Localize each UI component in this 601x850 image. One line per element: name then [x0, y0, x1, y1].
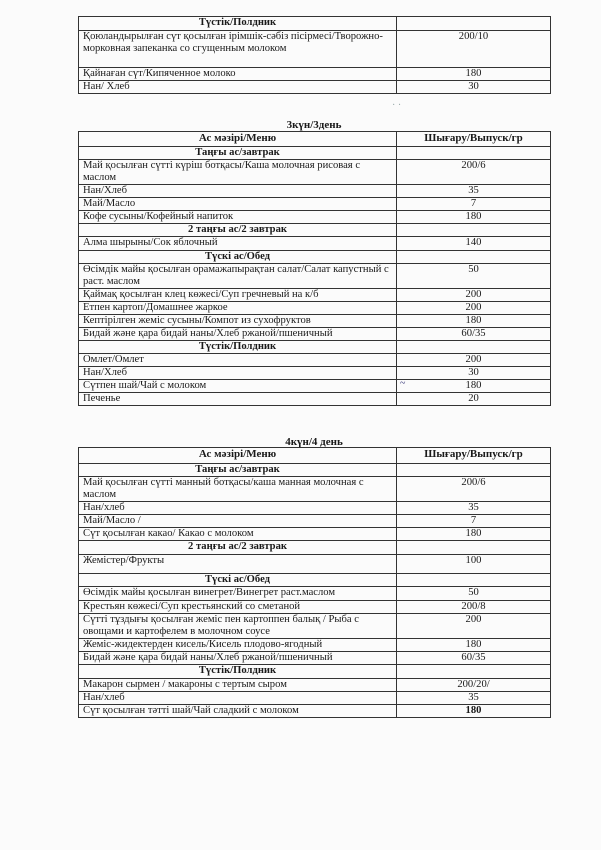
dish-name: Қоюландырылған сүт қосылған ірімшік-сәбіз пісірмесі/Творожно-морковная запеканка со сгущенным молоком: [79, 31, 397, 68]
menu-table-previous-day: [78, 16, 551, 94]
yield-value: 200: [397, 289, 551, 302]
table-row: [79, 614, 551, 639]
dish-name: Крестьян көжесі/Суп крестьянский со сметаной: [79, 601, 397, 614]
section-row: [79, 17, 551, 31]
section-row: [79, 665, 551, 679]
table-row: [79, 652, 551, 665]
yield-value: 200/10: [397, 31, 551, 68]
yield-value: 60/35: [397, 652, 551, 665]
yield-value: 200/20/: [397, 679, 551, 692]
dish-name: Сүт қосылған тәтті шай/Чай сладкий с молоком: [79, 705, 397, 718]
table-row: [79, 289, 551, 302]
yield-value: [397, 341, 551, 354]
yield-value: 180: [397, 705, 551, 718]
table-row: [79, 393, 551, 406]
yield-value: 35: [397, 185, 551, 198]
day4-title: 4күн/4 день: [285, 436, 343, 448]
table-row: [79, 68, 551, 81]
yield-value: 7: [397, 198, 551, 211]
dish-name: Нан/ Хлеб: [79, 81, 397, 94]
dish-name: Қаймақ қосылған клец көжесі/Суп гречневый на к/б: [79, 289, 397, 302]
dish-name: Май қосылған сүтті манный ботқасы/каша манная молочная с маслом: [79, 477, 397, 502]
table-row: [79, 515, 551, 528]
section-title: Түстік/Полдник: [79, 665, 397, 679]
dish-name: Нан/Хлеб: [79, 367, 397, 380]
section-title: 2 таңғы ас/2 завтрак: [79, 224, 397, 237]
table-row: [79, 601, 551, 614]
table-row: [79, 211, 551, 224]
table-row: [79, 328, 551, 341]
yield-value: 180: [397, 315, 551, 328]
table-row: [79, 315, 551, 328]
yield-value: 50: [397, 264, 551, 289]
dish-name: Қайнаған сүт/Кипяченное молоко: [79, 68, 397, 81]
section-row: [79, 251, 551, 264]
dish-name: Май/Масло: [79, 198, 397, 211]
section-title: Түскі ас/Обед: [79, 574, 397, 587]
dish-name: Кофе сусыны/Кофейный напиток: [79, 211, 397, 224]
table-row: [79, 679, 551, 692]
section-row: [79, 341, 551, 354]
yield-value: [397, 17, 551, 31]
table-row: [79, 477, 551, 502]
dish-name: Нан/хлеб: [79, 692, 397, 705]
menu-table-day3: [78, 131, 551, 406]
table-row: [79, 81, 551, 94]
dish-name: Нан/Хлеб: [79, 185, 397, 198]
yield-value: 180: [397, 211, 551, 224]
yield-value: 200/8: [397, 601, 551, 614]
table-row: [79, 380, 551, 393]
yield-value: [397, 665, 551, 679]
header-yield: Шығару/Выпуск/гр: [397, 448, 551, 464]
yield-value: 35: [397, 502, 551, 515]
day3-title: 3күн/3день: [286, 119, 342, 131]
header-menu: Ас мәзірі/Меню: [79, 132, 397, 147]
dish-name: Алма шырыны/Сок яблочный: [79, 237, 397, 251]
menu-table-day4: [78, 447, 551, 718]
yield-value: 200: [397, 354, 551, 367]
dish-name: Етпен картоп/Домашнее жаркое: [79, 302, 397, 315]
dish-name: Жемістер/Фрукты: [79, 555, 397, 574]
yield-value: 180: [397, 380, 551, 393]
table-row: [79, 555, 551, 574]
table-row: [79, 528, 551, 541]
table-header-row: [79, 132, 551, 147]
yield-value: 200/6: [397, 160, 551, 185]
yield-value: 140: [397, 237, 551, 251]
table-row: [79, 587, 551, 601]
table-row: [79, 354, 551, 367]
table-row: [79, 705, 551, 718]
dish-name: Макарон сырмен / макароны с тертым сыром: [79, 679, 397, 692]
dish-name: Май/Масло /: [79, 515, 397, 528]
yield-value: 200: [397, 614, 551, 639]
section-title: Түстік/Полдник: [79, 341, 397, 354]
section-title: Түскі ас/Обед: [79, 251, 397, 264]
dish-name: Сүт қосылған какао/ Какао с молоком: [79, 528, 397, 541]
dish-name: Кептірілген жеміс сусыны/Компот из сухофруктов: [79, 315, 397, 328]
table-row: [79, 160, 551, 185]
table-row: [79, 198, 551, 211]
dish-name: Май қосылған сүтті күріш ботқасы/Каша молочная рисовая с маслом: [79, 160, 397, 185]
yield-value: 180: [397, 528, 551, 541]
yield-value: 35: [397, 692, 551, 705]
yield-value: 60/35: [397, 328, 551, 341]
yield-value: [397, 574, 551, 587]
yield-value: 200/6: [397, 477, 551, 502]
dish-name: Печенье: [79, 393, 397, 406]
dish-name: Сүтпен шай/Чай с молоком: [79, 380, 397, 393]
yield-value: 20: [397, 393, 551, 406]
pen-mark: · ·: [392, 100, 402, 111]
header-yield: Шығару/Выпуск/гр: [397, 132, 551, 147]
header-menu: Ас мәзірі/Меню: [79, 448, 397, 464]
section-row: [79, 541, 551, 555]
section-title: 2 таңғы ас/2 завтрак: [79, 541, 397, 555]
section-row: [79, 464, 551, 477]
section-row: [79, 147, 551, 160]
table-row: [79, 264, 551, 289]
dish-name: Бидай және қара бидай наны/Хлеб ржаной/пшеничный: [79, 652, 397, 665]
pen-mark: ~: [400, 378, 406, 389]
yield-value: [397, 464, 551, 477]
section-title: Таңғы ас/завтрак: [79, 147, 397, 160]
yield-value: 30: [397, 367, 551, 380]
dish-name: Өсімдік майы қосылған орамажапырақтан салат/Салат капустный с раст. маслом: [79, 264, 397, 289]
yield-value: [397, 224, 551, 237]
yield-value: 180: [397, 68, 551, 81]
yield-value: 7: [397, 515, 551, 528]
table-row: [79, 367, 551, 380]
yield-value: 200: [397, 302, 551, 315]
section-row: [79, 574, 551, 587]
section-title: Түстік/Полдник: [79, 17, 397, 31]
table-row: [79, 31, 551, 68]
yield-value: 180: [397, 639, 551, 652]
table-row: [79, 692, 551, 705]
yield-value: [397, 251, 551, 264]
dish-name: Нан/хлеб: [79, 502, 397, 515]
dish-name: Бидай және қара бидай наны/Хлеб ржаной/пшеничный: [79, 328, 397, 341]
yield-value: 30: [397, 81, 551, 94]
yield-value: 100: [397, 555, 551, 574]
table-row: [79, 502, 551, 515]
dish-name: Өсімдік майы қосылған винегрет/Винегрет раст.маслом: [79, 587, 397, 601]
table-row: [79, 302, 551, 315]
dish-name: Омлет/Омлет: [79, 354, 397, 367]
yield-value: [397, 541, 551, 555]
section-row: [79, 224, 551, 237]
table-row: [79, 237, 551, 251]
table-header-row: [79, 448, 551, 464]
yield-value: 50: [397, 587, 551, 601]
table-row: [79, 639, 551, 652]
yield-value: [397, 147, 551, 160]
dish-name: Сүтті тұздығы қосылған жеміс пен картоппен балық / Рыба с овощами и картофелем в молочном соусе: [79, 614, 397, 639]
dish-name: Жеміс-жидектерден кисель/Кисель плодово-ягодный: [79, 639, 397, 652]
section-title: Таңғы ас/завтрак: [79, 464, 397, 477]
table-row: [79, 185, 551, 198]
